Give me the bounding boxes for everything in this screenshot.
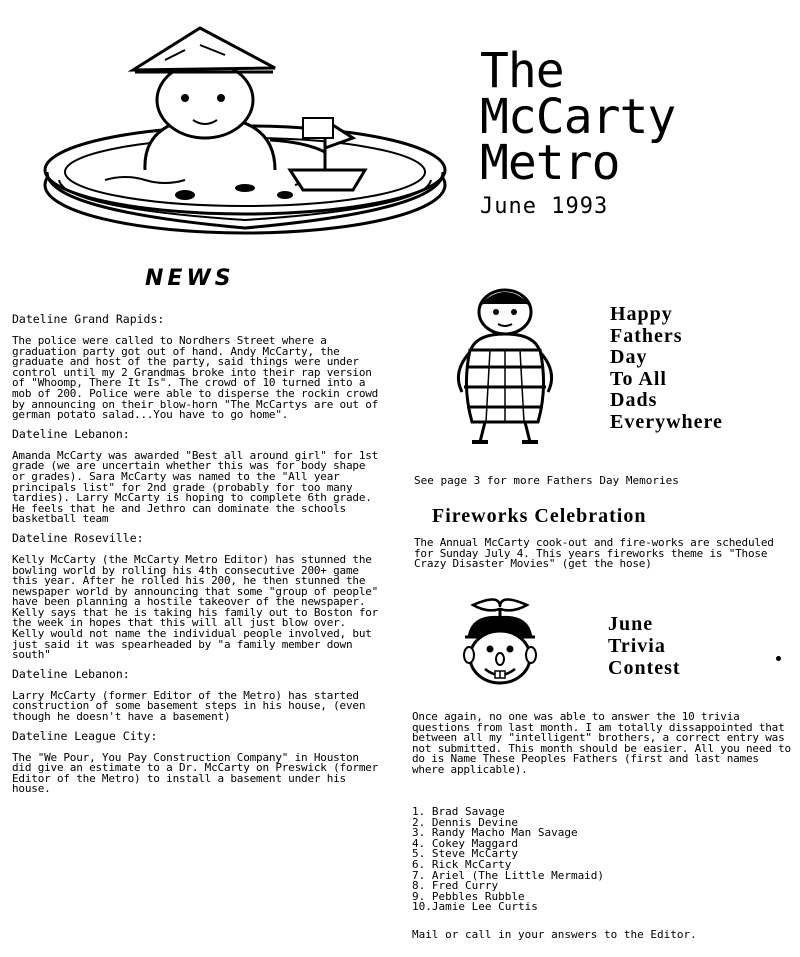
trivia-item: 10.Jamie Lee Curtis (412, 900, 538, 914)
decorative-dot (776, 656, 781, 661)
story-text: The police were called to Nordhers Street where a graduation party got out of hand. Andy McCarty, the graduate and host of the party, said things were under control until my 2 Grandmas broke into their rap version of "Whoomp, There It Is". The crowd of 10 turned into a mob of 200. Police were able to disperse the rockin crowd by announcing on their blow-horn "The McCartys are out of german potato salad...You have to go home". (12, 334, 379, 422)
masthead-title-line: McCarty (480, 89, 676, 145)
story-dateline: Dateline Roseville: (12, 530, 144, 545)
mail-in-note: Mail or call in your answers to the Editor. (412, 928, 697, 941)
trivia-heading-line: Contest (608, 657, 681, 679)
news-story (12, 532, 384, 661)
trivia-intro: Once again, no one was able to answer the 10 trivia questions from last month. I am totally dissappointed that between all my "intelligent" brothers, a correct entry was not submitted. This month should be easier. All you need to do is Name These Peoples Fathers (first and last names where applicable). (412, 710, 791, 776)
greeting-line: Happy (610, 303, 673, 325)
trivia-item: 2. Dennis Devine (412, 815, 518, 829)
trivia-item: 9. Pebbles Rubble (412, 889, 525, 903)
story-dateline: Dateline Grand Rapids: (12, 312, 165, 326)
trivia-item: 7. Ariel (The Little Mermaid) (412, 868, 605, 882)
story-dateline: Dateline League City: (12, 728, 158, 743)
greeting-line: Everywhere (610, 410, 723, 433)
trivia-heading-line: Trivia (608, 635, 666, 657)
news-story (12, 730, 384, 795)
story-text: The "We Pour, You Pay Construction Company" in Houston did give an estimate to a Dr. McCarty on Preswick (former Editor of the Metro) to install a basement under his house. (12, 750, 379, 796)
trivia-item: 8. Fred Curry (412, 879, 499, 893)
trivia-item: 3. Randy Macho Man Savage (412, 826, 578, 840)
trivia-heading-line: June (608, 613, 654, 635)
news-heading: NEWS (145, 266, 235, 291)
man-in-barrel-icon (440, 282, 570, 447)
story-text: Larry McCarty (former Editor of the Metro) has started construction of some basement steps in his house, (even though he doesn't have a basement) (12, 688, 366, 724)
greeting-line: To All (610, 367, 667, 390)
fireworks-text: The Annual McCarty cook-out and fire-works are scheduled for Sunday July 4. This years fireworks theme is "Those Crazy Disaster Movies" (get the hose) (414, 536, 774, 571)
trivia-heading (608, 613, 681, 679)
fireworks-heading: Fireworks Celebration (432, 505, 647, 527)
boy-in-pool-icon (35, 20, 455, 235)
fathers-day-greeting (610, 304, 790, 433)
greeting-line: Dads (610, 389, 658, 411)
news-column (12, 313, 384, 802)
propeller-beanie-kid-icon (455, 595, 545, 695)
greeting-line: Day (610, 346, 648, 368)
issue-date: June 1993 (480, 194, 609, 219)
trivia-item: 6. Rick McCarty (412, 857, 512, 871)
masthead-title (480, 43, 780, 191)
trivia-item: 4. Cokey Maggard (412, 836, 518, 850)
story-text: Amanda McCarty was awarded "Best all around girl" for 1st grade (we are uncertain whether this was for body shape or grades). Sara McCarty was named to the "All year principals list" for 2nd grade (probably for too many tardies). Larry McCarty is hoping to complete 6th grade. He feels that he and Jethro can dominate the schools basketball team (12, 448, 379, 526)
see-page-note: See page 3 for more Fathers Day Memories (414, 474, 679, 487)
news-story (12, 668, 384, 723)
story-dateline: Dateline Lebanon: (12, 666, 130, 681)
trivia-list (412, 807, 712, 913)
masthead-title-line: Metro (480, 135, 620, 191)
trivia-item: 1. Brad Savage (412, 805, 505, 818)
trivia-item: 5. Steve McCarty (412, 847, 518, 861)
greeting-line: Fathers (610, 324, 683, 347)
news-story (12, 313, 384, 421)
news-story (12, 428, 384, 525)
story-dateline: Dateline Lebanon: (12, 426, 130, 441)
masthead-title-line: The (480, 43, 564, 99)
story-text: Kelly McCarty (the McCarty Metro Editor) has stunned the bowling world by rolling his 4th consecutive 200+ game this year. After he rolled his 200, he then stunned the newspaper world by announcing that some "group of people" have been planning a hostile takeover of the newspaper. Kelly says that he is taking his family out to Boston for the week in hopes that this will all just blow over. Kelly would not name the individual people involved, but just said it was spearheaded by "a family member down south" (12, 552, 379, 662)
